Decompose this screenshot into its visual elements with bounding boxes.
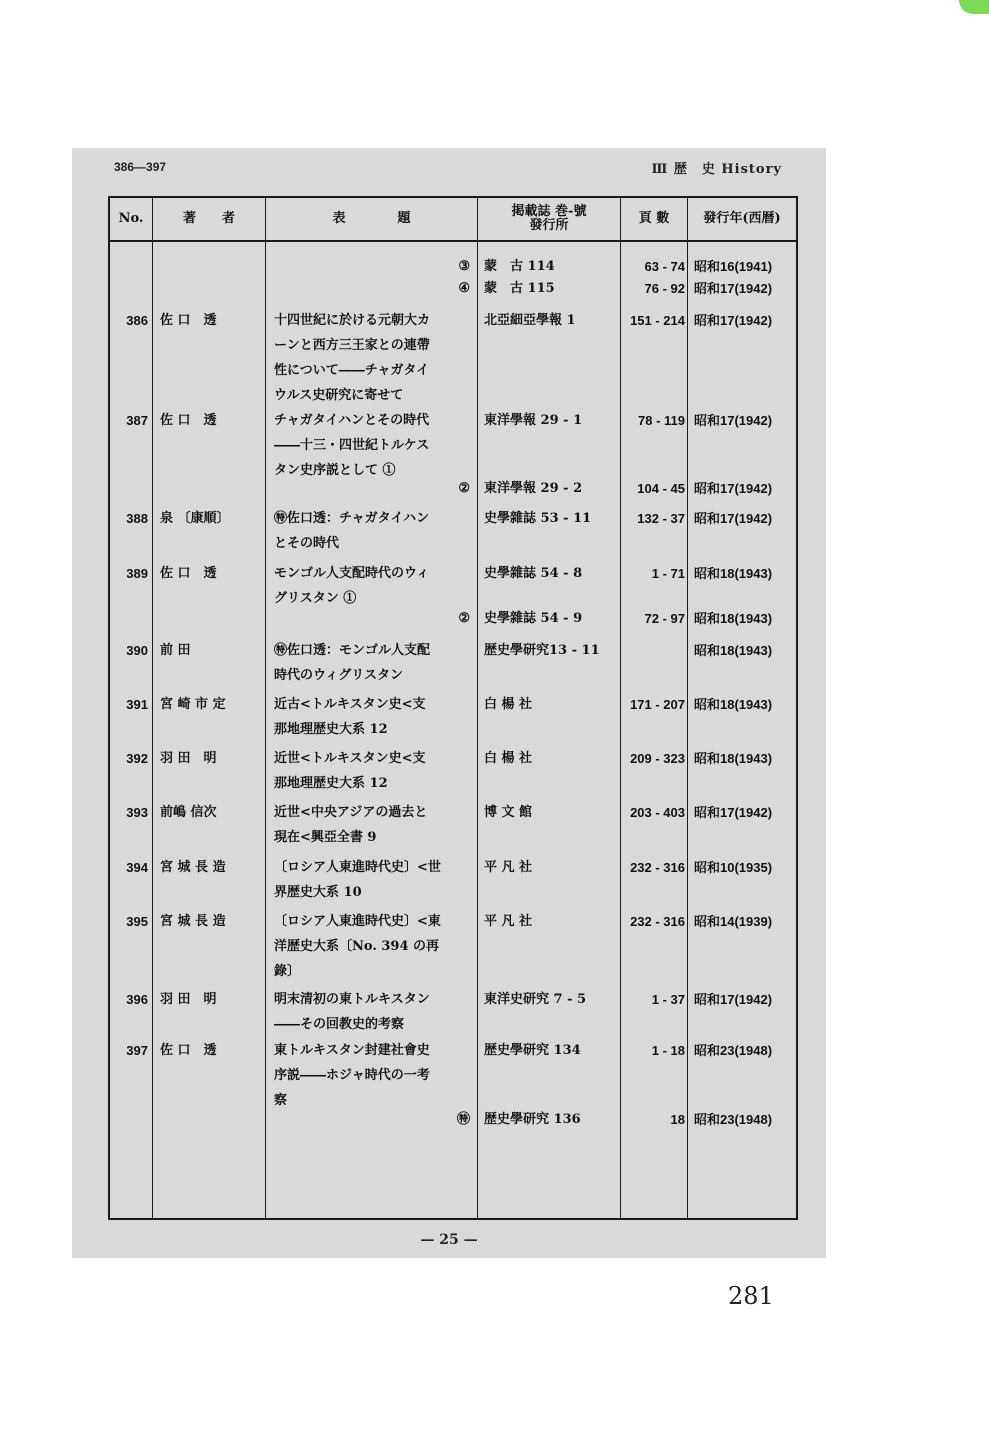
row-pages: 1 - 18 bbox=[651, 1043, 685, 1058]
row-title: チャガタイハンとその時代 ――十三・四世紀トルケス タン史序説として ① bbox=[274, 413, 430, 478]
row-pages: 209 - 323 bbox=[630, 751, 685, 766]
col-header-year: 發行年(西暦) bbox=[703, 211, 781, 226]
row-no: 386 bbox=[126, 313, 148, 328]
row-pages: 203 - 403 bbox=[630, 805, 685, 820]
row-title: 明末清初の東トルキスタン ――その回教史的考察 bbox=[274, 992, 430, 1032]
row-no: 395 bbox=[126, 914, 148, 929]
row-year: 昭和17(1942) bbox=[694, 481, 773, 496]
row-journal: 北亞細亞學報 1 bbox=[484, 313, 576, 328]
row-no: 391 bbox=[126, 697, 148, 712]
row-pages: 1 - 71 bbox=[651, 566, 685, 581]
row-title: 近世<トルキスタン史<支 那地理歴史大系 12 bbox=[274, 751, 426, 791]
row-pages: 171 - 207 bbox=[630, 697, 685, 712]
header-range: 386—397 bbox=[114, 160, 167, 174]
row-title: 〔ロシア人東進時代史〕<東 洋歴史大系〔No. 394 の再 錄〕 bbox=[274, 914, 441, 979]
row-author: 泉 〔康順〕 bbox=[160, 511, 230, 526]
row-no: 389 bbox=[126, 566, 148, 581]
page-footer: — 25 — bbox=[420, 1232, 478, 1248]
row-year: 昭和17(1942) bbox=[694, 511, 773, 526]
row-journal: 史學雜誌 53 - 11 bbox=[484, 511, 592, 526]
row-journal: 史學雜誌 54 - 8 bbox=[484, 566, 583, 581]
col-header-author: 著 者 bbox=[182, 211, 235, 226]
row-year: 昭和23(1948) bbox=[694, 1043, 773, 1058]
row-journal: 平 凡 社 bbox=[484, 914, 533, 929]
row-pages: 132 - 37 bbox=[637, 511, 685, 526]
col-divider bbox=[152, 198, 153, 1218]
header-divider bbox=[110, 240, 796, 242]
row-year: 昭和17(1942) bbox=[694, 805, 773, 820]
row-year: 昭和18(1943) bbox=[694, 611, 773, 626]
row-no: 392 bbox=[126, 751, 148, 766]
row-year: 昭和17(1942) bbox=[694, 281, 773, 296]
bibliography-table bbox=[108, 196, 798, 1220]
col-divider bbox=[687, 198, 688, 1218]
row-author: 佐 口 透 bbox=[160, 413, 217, 428]
row-journal: 平 凡 社 bbox=[484, 860, 533, 875]
row-title: 近世<中央アジアの過去と 現在<興亞全書 9 bbox=[274, 805, 428, 845]
row-title: ㊕佐口透：モンゴル人支配 時代のウィグリスタン bbox=[274, 643, 431, 683]
row-title: 近古<トルキスタン史<支 那地理歴史大系 12 bbox=[274, 697, 426, 737]
row-author: 前嶋 信次 bbox=[160, 805, 217, 820]
header-section: Ⅲ 歴 史 History bbox=[651, 162, 782, 177]
col-divider bbox=[265, 198, 266, 1218]
scanned-page bbox=[72, 148, 826, 1258]
col-header-pages: 頁 數 bbox=[638, 211, 670, 226]
corner-mark bbox=[959, 0, 989, 14]
row-journal: 史學雜誌 54 - 9 bbox=[484, 611, 583, 626]
row-pages: 232 - 316 bbox=[630, 914, 685, 929]
row-author: 羽 田 明 bbox=[160, 992, 217, 1007]
row-pages: 76 - 92 bbox=[644, 281, 685, 296]
row-pages: 78 - 119 bbox=[638, 413, 685, 428]
row-author: 宮 城 長 造 bbox=[160, 914, 226, 929]
row-journal: 白 楊 社 bbox=[484, 751, 533, 766]
row-title: ㊕佐口透：チャガタイハン とその時代 bbox=[274, 511, 430, 551]
row-pages: 151 - 214 bbox=[630, 313, 685, 328]
row-year: 昭和18(1943) bbox=[694, 697, 773, 712]
row-title: ④ bbox=[458, 281, 470, 296]
col-header-no: No. bbox=[118, 211, 144, 226]
row-journal: 白 楊 社 bbox=[484, 697, 533, 712]
row-no: 388 bbox=[126, 511, 148, 526]
row-pages: 104 - 45 bbox=[637, 481, 685, 496]
row-author: 宮 城 長 造 bbox=[160, 860, 226, 875]
row-year: 昭和16(1941) bbox=[694, 259, 773, 274]
row-pages: 72 - 97 bbox=[644, 611, 685, 626]
row-no: 394 bbox=[126, 860, 148, 875]
row-year: 昭和18(1943) bbox=[694, 566, 773, 581]
row-journal: 博 文 館 bbox=[484, 805, 533, 820]
row-year: 昭和18(1943) bbox=[694, 751, 773, 766]
row-journal: 蒙 古 114 bbox=[484, 259, 555, 274]
row-year: 昭和10(1935) bbox=[694, 860, 773, 875]
row-year: 昭和18(1943) bbox=[694, 643, 773, 658]
row-journal: 蒙 古 115 bbox=[484, 281, 555, 296]
row-no: 387 bbox=[126, 413, 148, 428]
row-no: 393 bbox=[126, 805, 148, 820]
row-author: 佐 口 透 bbox=[160, 566, 217, 581]
row-journal: 東洋學報 29 - 1 bbox=[484, 413, 583, 428]
page-number: 281 bbox=[728, 1282, 774, 1310]
col-divider bbox=[477, 198, 478, 1218]
row-pages: 63 - 74 bbox=[644, 259, 685, 274]
row-author: 佐 口 透 bbox=[160, 1043, 217, 1058]
col-header-journal: 掲載誌 巻-號 發行所 bbox=[511, 204, 587, 233]
row-pages: 232 - 316 bbox=[630, 860, 685, 875]
row-title: ② bbox=[458, 611, 470, 626]
row-title: ② bbox=[458, 481, 470, 496]
row-journal: 歴史學研究 136 bbox=[484, 1112, 581, 1127]
row-title: 十四世紀に於ける元朝大カ ーンと西方三王家との連帶 性について――チャガタイ ウルス史研究に寄せて bbox=[274, 313, 431, 403]
row-year: 昭和14(1939) bbox=[694, 914, 773, 929]
row-author: 羽 田 明 bbox=[160, 751, 217, 766]
row-journal: 歴史學研究 134 bbox=[484, 1043, 581, 1058]
row-no: 396 bbox=[126, 992, 148, 1007]
row-journal: 東洋史研究 7 - 5 bbox=[484, 992, 587, 1007]
row-journal: 東洋學報 29 - 2 bbox=[484, 481, 583, 496]
row-author: 宮 崎 市 定 bbox=[160, 697, 226, 712]
row-title: モンゴル人支配時代のウィ グリスタン ① bbox=[274, 566, 430, 606]
row-pages: 1 - 37 bbox=[651, 992, 685, 1007]
row-title: ③ bbox=[458, 259, 470, 274]
row-year: 昭和17(1942) bbox=[694, 313, 773, 328]
row-year: 昭和17(1942) bbox=[694, 992, 773, 1007]
row-title: 〔ロシア人東進時代史〕<世 界歴史大系 10 bbox=[274, 860, 441, 900]
row-year: 昭和17(1942) bbox=[694, 413, 773, 428]
row-title: 東トルキスタン封建社會史 序説――ホジャ時代の一考 察 bbox=[274, 1043, 430, 1108]
row-pages: 18 bbox=[670, 1112, 685, 1127]
row-author: 前 田 bbox=[160, 643, 191, 658]
row-no: 397 bbox=[126, 1043, 148, 1058]
row-journal: 歴史學研究13 - 11 bbox=[484, 643, 600, 658]
row-title: ㊕ bbox=[456, 1112, 470, 1127]
col-header-title: 表 題 bbox=[332, 211, 411, 226]
row-author: 佐 口 透 bbox=[160, 313, 217, 328]
row-no: 390 bbox=[126, 643, 148, 658]
row-year: 昭和23(1948) bbox=[694, 1112, 773, 1127]
